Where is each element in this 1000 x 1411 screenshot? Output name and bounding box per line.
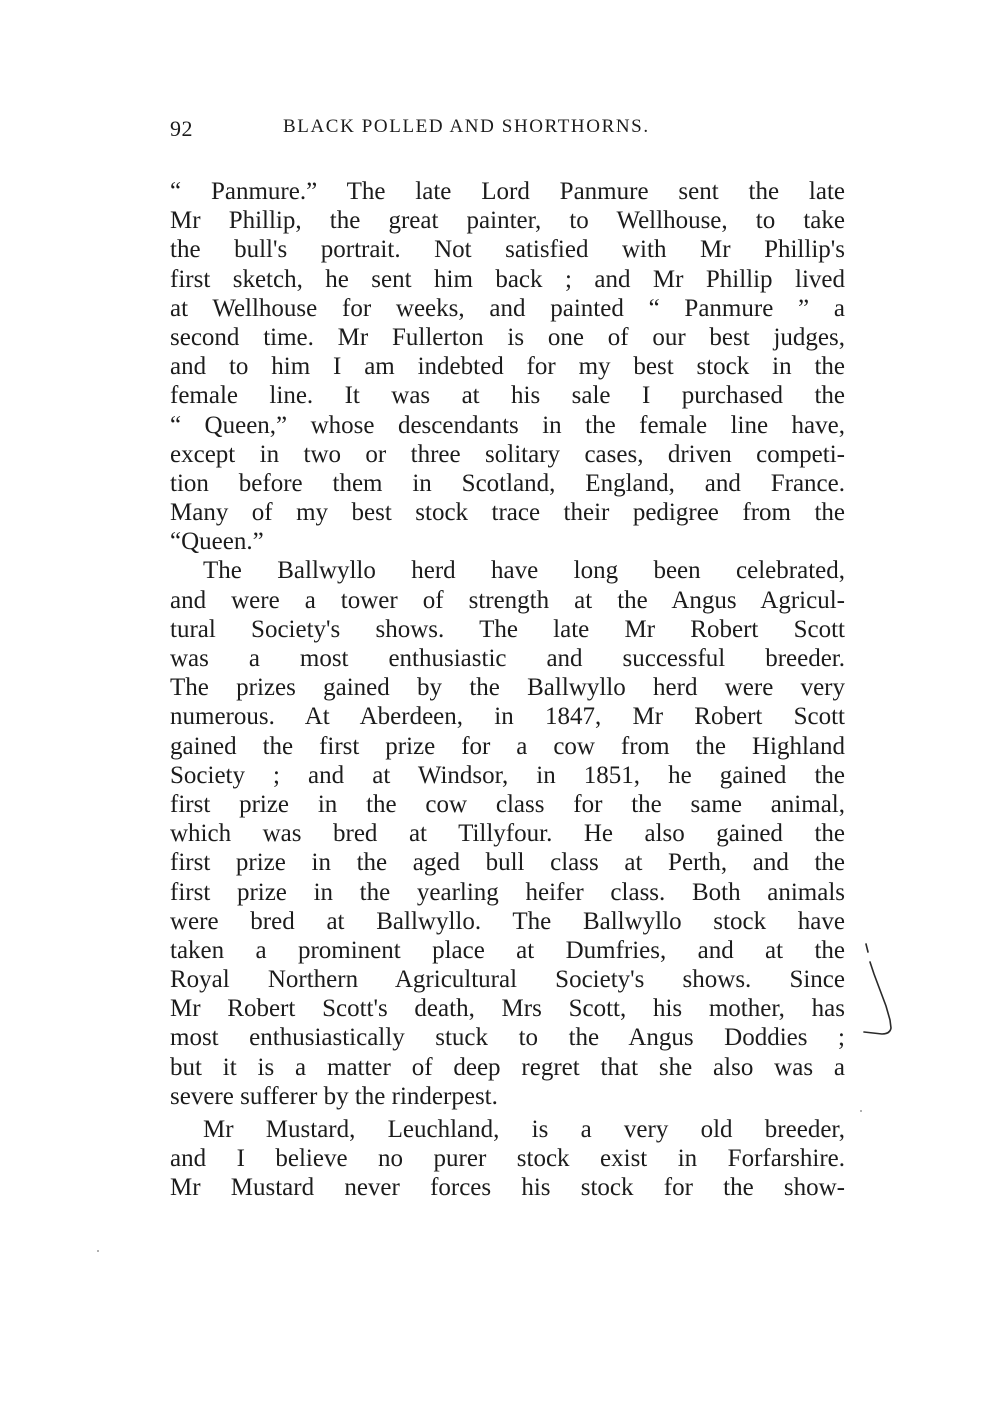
text-line: tion before them in Scotland, England, and France. (170, 469, 845, 497)
text-line: taken a prominent place at Dumfries, and at the (170, 936, 845, 964)
text-line: Mr Mustard never forces his stock for the show- (170, 1174, 845, 1202)
text-line: first prize in the aged bull class at Perth, and the (170, 849, 845, 877)
text-line: most enthusiastically stuck to the Angus Doddies ; (170, 1024, 845, 1052)
paragraph-2 (170, 556, 845, 1111)
text-line: first sketch, he sent him back ; and Mr Phillip lived (170, 265, 845, 293)
running-head: BLACK POLLED AND SHORTHORNS. (283, 116, 650, 137)
text-line: which was bred at Tillyfour. He also gained the (170, 820, 845, 848)
text-line: severe sufferer by the rinderpest. (170, 1082, 498, 1110)
text-line: gained the first prize for a cow from the Highland (170, 732, 845, 760)
paper-speck (97, 1250, 99, 1252)
text-line: Mr Phillip, the great painter, to Wellhouse, to take (170, 207, 845, 235)
text-line: were bred at Ballwyllo. The Ballwyllo stock have (170, 907, 845, 935)
text-line: “Queen.” (170, 528, 264, 556)
text-line: The Ballwyllo herd have long been celebrated, (203, 557, 845, 585)
text-line: female line. It was at his sale I purchased the (170, 382, 845, 410)
paper-speck (860, 1110, 862, 1112)
body-text (170, 177, 845, 1203)
text-line: and to him I am indebted for my best stock in the (170, 353, 845, 381)
text-line: first prize in the yearling heifer class. Both animals (170, 878, 845, 906)
text-line: first prize in the cow class for the same animal, (170, 790, 845, 818)
page-number: 92 (170, 116, 193, 141)
text-line: second time. Mr Fullerton is one of our best judges, (170, 323, 845, 351)
text-line: “ Panmure.” The late Lord Panmure sent the late (170, 178, 845, 205)
text-line: and I believe no purer stock exist in Forfarshire. (170, 1145, 845, 1173)
text-line: Mr Mustard, Leuchland, is a very old breeder, (203, 1116, 845, 1143)
text-line: Mr Robert Scott's death, Mrs Scott, his mother, has (170, 995, 845, 1023)
text-line: tural Society's shows. The late Mr Robert Scott (170, 615, 845, 643)
text-line: was a most enthusiastic and successful breeder. (170, 645, 845, 672)
page-header (170, 116, 850, 146)
paragraph-1 (170, 177, 845, 556)
paragraph-3 (170, 1115, 845, 1203)
text-line: Many of my best stock trace their pedigree from the (170, 499, 845, 527)
text-line: “ Queen,” whose descendants in the female line have, (170, 411, 845, 439)
text-line: The prizes gained by the Ballwyllo herd were very (170, 674, 845, 702)
margin-bracket-mark (858, 940, 898, 1050)
text-line: the bull's portrait. Not satisfied with Mr Phillip's (170, 236, 845, 264)
text-line: at Wellhouse for weeks, and painted “ Panmure ” a (170, 294, 845, 322)
text-line: but it is a matter of deep regret that she also was a (170, 1053, 845, 1081)
text-line: Society ; and at Windsor, in 1851, he gained the (170, 761, 845, 789)
text-line: except in two or three solitary cases, driven competi- (170, 440, 845, 468)
text-line: Royal Northern Agricultural Society's shows. Since (170, 966, 845, 994)
text-line: and were a tower of strength at the Angus Agricul- (170, 586, 845, 614)
text-line: numerous. At Aberdeen, in 1847, Mr Robert Scott (170, 703, 845, 731)
